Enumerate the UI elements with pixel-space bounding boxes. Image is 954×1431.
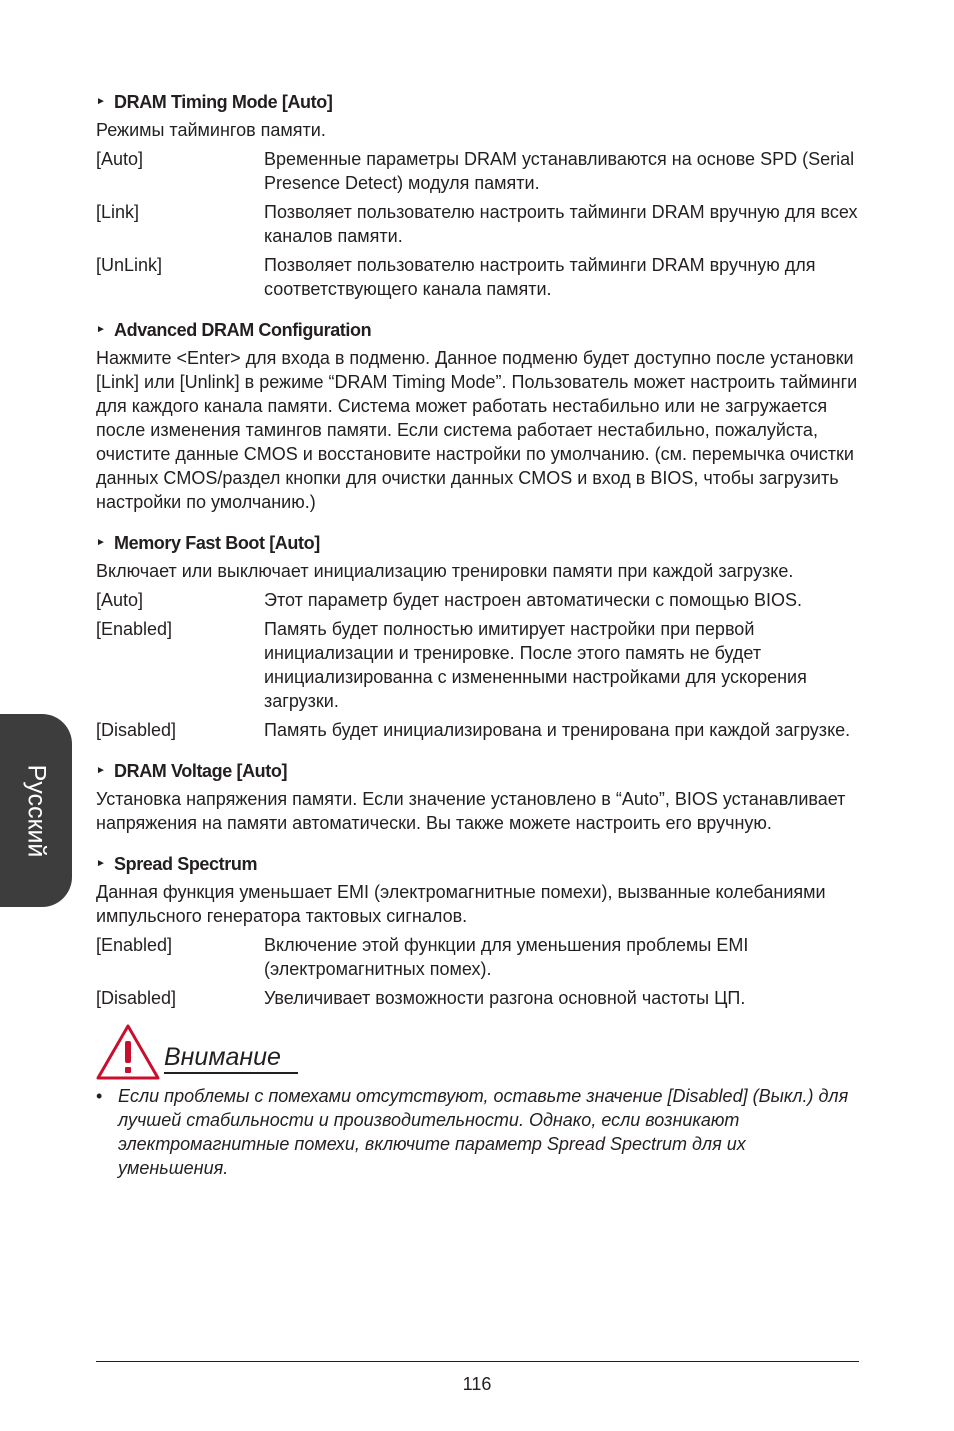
option-key: [Enabled] <box>96 935 173 955</box>
option-key: [Disabled] <box>96 720 177 740</box>
option-text: Этот параметр будет настроен автоматически с помощью BIOS. <box>264 590 802 610</box>
option-row <box>96 718 860 742</box>
page-number: 116 <box>462 1374 492 1394</box>
triangle-bullet-icon: ► <box>96 765 106 776</box>
warning-title: Внимание <box>164 1043 281 1071</box>
option-row <box>96 253 860 301</box>
section-description: Включает или выключает инициализацию тренировки памяти при каждой загрузке. <box>96 561 794 581</box>
option-text: Включение этой функции для уменьшения проблемы EMI (электромагнитных помех). <box>264 935 749 979</box>
option-row <box>96 986 860 1010</box>
warning-bullet <box>96 1084 860 1180</box>
section-description: Данная функция уменьшает EMI (электромагнитные помехи), вызванные колебаниями импульсного генератора тактовых сигналов. <box>96 882 826 926</box>
option-text: Память будет полностью имитирует настройки при первой инициализации и тренировке. После этого память не будет инициализированна с измененными настройками для ускорения загрузки. <box>264 619 807 711</box>
option-text: Временные параметры DRAM устанавливаются на основе SPD (Serial Presence Detect) модуля памяти. <box>264 149 855 193</box>
warning-block <box>96 1024 860 1078</box>
option-key: [Enabled] <box>96 619 173 639</box>
option-row <box>96 200 860 248</box>
option-row <box>96 617 860 713</box>
option-key: [Auto] <box>96 149 144 169</box>
triangle-bullet-icon: ► <box>96 537 106 548</box>
triangle-bullet-icon: ► <box>96 96 106 107</box>
option-key: [Disabled] <box>96 988 177 1008</box>
side-tab-label: Русский <box>22 764 51 857</box>
option-text: Память будет инициализирована и тренирована при каждой загрузке. <box>264 720 851 740</box>
option-key: [Auto] <box>96 590 144 610</box>
option-row <box>96 588 860 612</box>
section-description: Нажмите <Enter> для входа в подменю. Данное подменю будет доступно после установки [Link] или [Unlink] в режиме “DRAM Timing Mode”. Пользователь может настроить тайминги для каждого канала памяти. Система может работать нестабильно или не загружается после изменения тамингов памяти. Если система работает нестабильно, пожалуйста, очистите данные CMOS и восстановите настройки по умолчанию. (см. перемычка очистки данных CMOS/раздел кнопки для очистки данных CMOS и вход в BIOS, чтобы загрузить настройки по умолчанию.) <box>96 348 858 512</box>
warning-triangle-icon <box>96 1024 160 1080</box>
warning-title-underline <box>164 1072 298 1074</box>
section-heading-dram-voltage: ► DRAM Voltage [Auto] <box>96 761 288 781</box>
bullet-dot: • <box>96 1086 103 1106</box>
section-heading-spread-spectrum: ► Spread Spectrum <box>96 854 258 874</box>
language-side-tab <box>0 714 72 907</box>
option-row <box>96 147 860 195</box>
footer-divider <box>96 1361 859 1362</box>
option-row <box>96 933 860 981</box>
triangle-bullet-icon: ► <box>96 324 106 335</box>
section-description: Режимы таймингов памяти. <box>96 120 326 140</box>
warning-text: Если проблемы с помехами отсутствуют, оставьте значение [Disabled] (Выкл.) для лучшей стабильности и производительности. Однако, если возникают электромагнитные помехи, включите параметр Spread Spectrum для их уменьшения. <box>118 1086 849 1178</box>
section-heading-advanced-dram-configuration: ► Advanced DRAM Configuration <box>96 320 372 340</box>
section-heading-dram-timing-mode: ► DRAM Timing Mode [Auto] <box>96 92 333 112</box>
section-description: Установка напряжения памяти. Если значение установлено в “Auto”, BIOS устанавливает напряжения на памяти автоматически. Вы также можете настроить его вручную. <box>96 789 846 833</box>
section-heading-memory-fast-boot: ► Memory Fast Boot [Auto] <box>96 533 320 553</box>
page-content <box>96 90 860 1180</box>
triangle-bullet-icon: ► <box>96 858 106 869</box>
option-key: [Link] <box>96 202 140 222</box>
option-text: Позволяет пользователю настроить тайминги DRAM вручную для всех каналов памяти. <box>264 202 858 246</box>
option-key: [UnLink] <box>96 255 163 275</box>
option-text: Позволяет пользователю настроить тайминги DRAM вручную для соответствующего канала памяти. <box>264 255 816 299</box>
option-text: Увеличивает возможности разгона основной частоты ЦП. <box>264 988 746 1008</box>
